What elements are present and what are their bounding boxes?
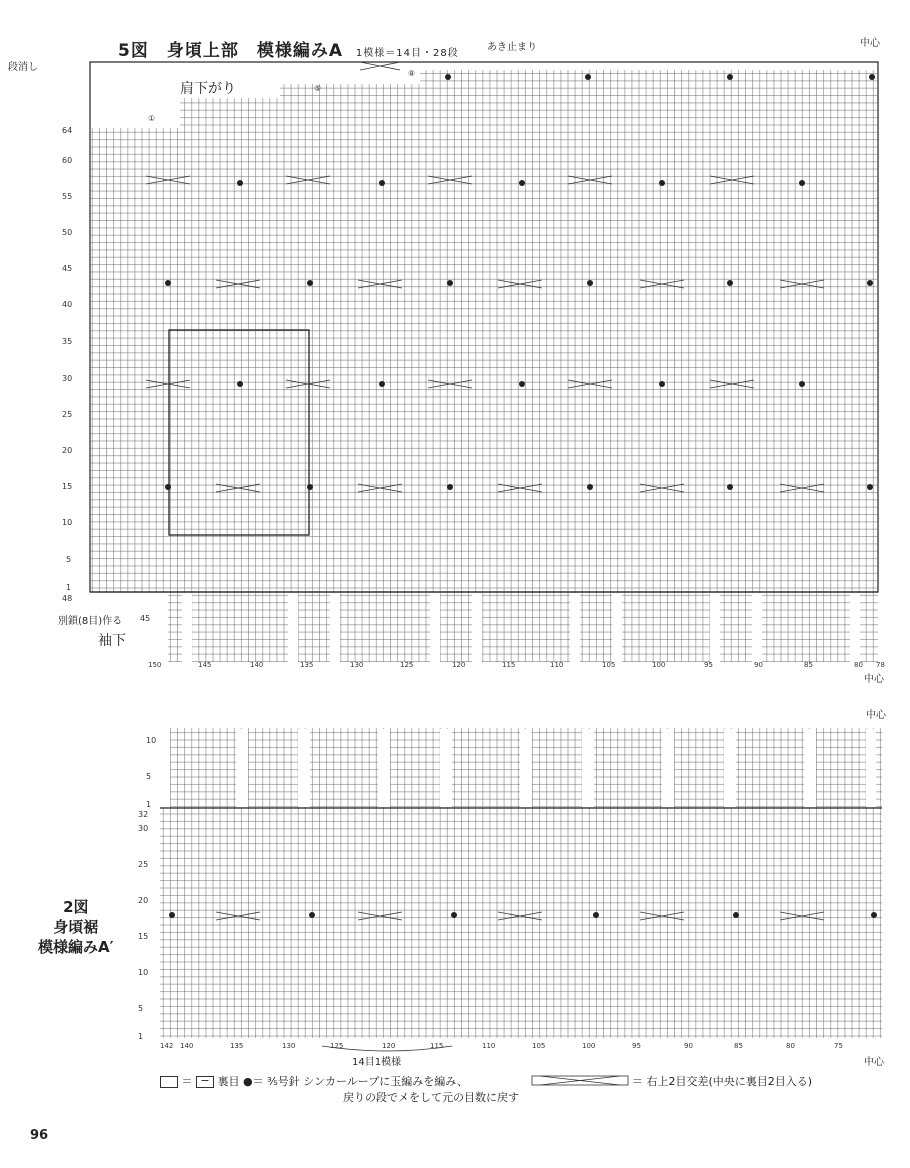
row-number: 60 bbox=[62, 156, 73, 165]
row-number: 30 bbox=[138, 824, 149, 833]
row-number: 15 bbox=[62, 482, 73, 491]
bobble-desc-1: シンカーループに玉編みを編み、 bbox=[303, 1075, 468, 1088]
col-number: 120 bbox=[382, 1042, 396, 1050]
col-number: 100 bbox=[582, 1042, 596, 1050]
repeat-label: 14目1模様 bbox=[352, 1057, 402, 1068]
chart2-title-line1: 2図 bbox=[63, 898, 89, 916]
opening-label: あき止まり bbox=[487, 42, 537, 53]
row-number: 45 bbox=[62, 264, 73, 273]
provisional-chain-label: 別鎖(8目)作る bbox=[58, 616, 123, 627]
col-number: 110 bbox=[482, 1042, 496, 1050]
col-number: 140 bbox=[250, 661, 264, 669]
row-number: 1 bbox=[66, 583, 72, 592]
col-number: 105 bbox=[602, 661, 616, 669]
col-number: 135 bbox=[230, 1042, 244, 1050]
col-number: 115 bbox=[430, 1042, 444, 1050]
chart2-title-line2: 身頃裾 bbox=[53, 918, 99, 936]
col-number: 115 bbox=[502, 661, 516, 669]
row-number: 5 bbox=[138, 1004, 144, 1013]
row-number: 48 bbox=[62, 594, 73, 603]
row-number: 55 bbox=[62, 192, 73, 201]
col-number: 130 bbox=[282, 1042, 296, 1050]
col-number: 78 bbox=[876, 661, 885, 669]
col-number: 125 bbox=[400, 661, 414, 669]
row-number: 1 bbox=[138, 1032, 144, 1041]
cross-desc: ＝ 右上2目交差(中央に裏目2目入る) bbox=[632, 1075, 813, 1088]
row-number: 64 bbox=[62, 126, 73, 135]
knit-symbol-icon bbox=[160, 1076, 178, 1088]
row-number: 20 bbox=[62, 446, 73, 455]
chart2-center-top: 中心 bbox=[866, 710, 886, 721]
row-number: 45 bbox=[140, 614, 151, 623]
row-number: 25 bbox=[62, 410, 73, 419]
row-number: 20 bbox=[138, 896, 149, 905]
row-number: 35 bbox=[62, 337, 73, 346]
row-number: 10 bbox=[62, 518, 73, 527]
col-number: 90 bbox=[684, 1042, 693, 1050]
chart5-title-text: 5図 身頃上部 模様編みA bbox=[118, 41, 343, 61]
col-number: 85 bbox=[804, 661, 813, 669]
col-number: 130 bbox=[350, 661, 364, 669]
row-number: 50 bbox=[62, 228, 73, 237]
col-number: 145 bbox=[198, 661, 212, 669]
chart5-grid bbox=[90, 62, 878, 663]
row-number: 1 bbox=[146, 800, 152, 809]
row-number: 10 bbox=[138, 968, 149, 977]
row-number: 32 bbox=[138, 810, 149, 819]
center-top-label: 中心 bbox=[860, 38, 880, 49]
mark-1: ① bbox=[148, 114, 156, 123]
col-number: 95 bbox=[632, 1042, 641, 1050]
row-number: 25 bbox=[138, 860, 149, 869]
col-number: 110 bbox=[550, 661, 564, 669]
hook-size: ⅗号針 bbox=[267, 1075, 300, 1088]
col-number: 80 bbox=[854, 661, 863, 669]
col-number: 85 bbox=[734, 1042, 743, 1050]
chart5-title bbox=[118, 36, 459, 61]
col-number: 135 bbox=[300, 661, 314, 669]
purl-symbol-icon: − bbox=[196, 1076, 214, 1088]
chart2-center-bottom: 中心 bbox=[864, 1057, 884, 1068]
chart5-repeat: 1模様＝14目・28段 bbox=[355, 48, 459, 59]
col-number: 142 bbox=[160, 1042, 174, 1050]
bobble-eq: ●＝ bbox=[243, 1075, 264, 1088]
col-number: 140 bbox=[180, 1042, 194, 1050]
legend-purl bbox=[160, 1074, 468, 1090]
row-number: 5 bbox=[146, 772, 152, 781]
shoulder-slope-label: 肩下がり bbox=[180, 81, 236, 97]
purl-label: 裏目 bbox=[217, 1075, 240, 1088]
chart2-title bbox=[38, 897, 114, 957]
chart2-title-line3: 模様編みA′ bbox=[38, 938, 114, 956]
center-bottom-label: 中心 bbox=[864, 674, 884, 685]
chart2-grid bbox=[160, 728, 882, 1051]
row-number: 40 bbox=[62, 300, 73, 309]
page-number: 96 bbox=[30, 1128, 49, 1143]
legend-cross-symbol bbox=[532, 1076, 628, 1085]
row-number: 5 bbox=[66, 555, 72, 564]
underarm-label: 袖下 bbox=[98, 633, 126, 649]
col-number: 80 bbox=[786, 1042, 795, 1050]
col-number: 95 bbox=[704, 661, 713, 669]
col-number: 75 bbox=[834, 1042, 843, 1050]
mark-8: ⑧ bbox=[408, 69, 416, 78]
row-number: 15 bbox=[138, 932, 149, 941]
col-number: 120 bbox=[452, 661, 466, 669]
col-number: 90 bbox=[754, 661, 763, 669]
col-number: 150 bbox=[148, 661, 162, 669]
col-number: 105 bbox=[532, 1042, 546, 1050]
dankeshi-label: 段消し bbox=[8, 62, 38, 73]
col-number: 125 bbox=[330, 1042, 344, 1050]
row-number: 10 bbox=[146, 736, 157, 745]
legend-eq: ＝ bbox=[181, 1075, 193, 1088]
mark-5: ⑤ bbox=[314, 84, 322, 93]
row-number: 30 bbox=[62, 374, 73, 383]
col-number: 100 bbox=[652, 661, 666, 669]
bobble-desc-2: 戻りの段でメをして元の目数に戻す bbox=[343, 1091, 519, 1104]
